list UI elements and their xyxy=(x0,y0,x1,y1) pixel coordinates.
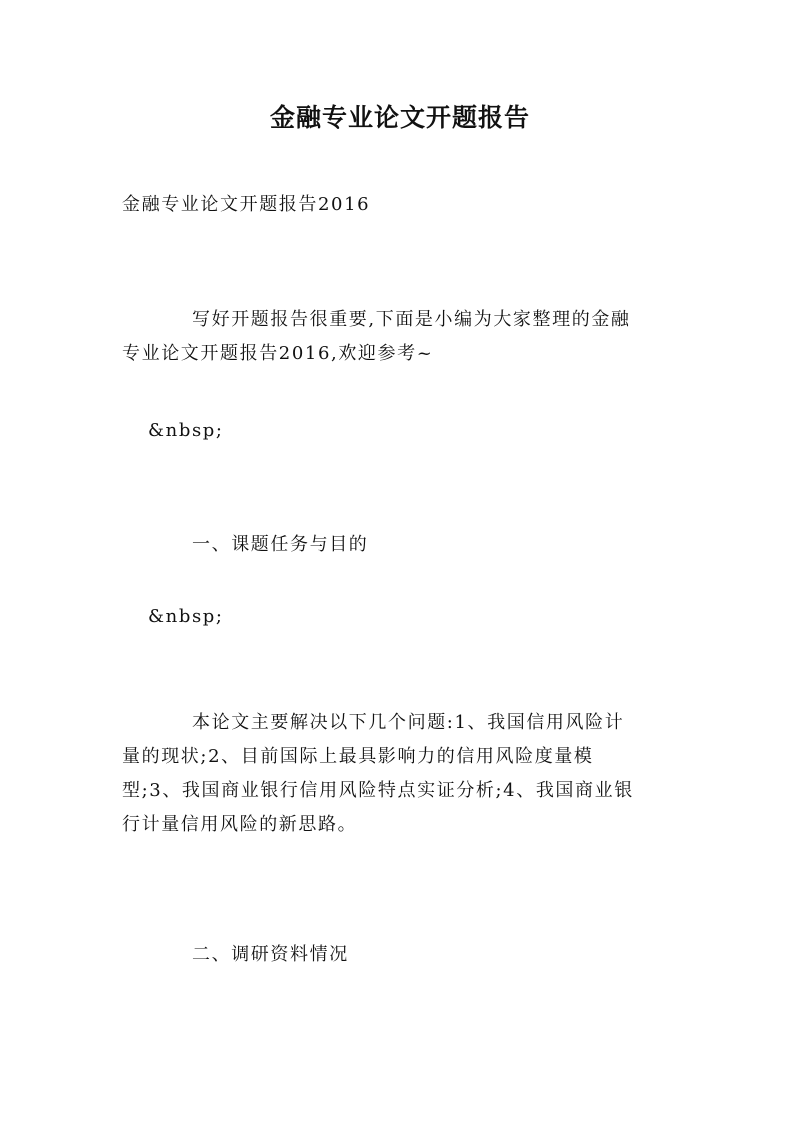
intro-line-2: 专业论文开题报告2016,欢迎参考~ xyxy=(122,343,434,364)
section-1-line-1: 本论文主要解决以下几个问题:1、我国信用风险计 xyxy=(192,712,625,733)
section-2-heading: 二、调研资料情况 xyxy=(192,944,349,965)
section-1-line-4: 行计量信用风险的新思路。 xyxy=(122,814,358,835)
nbsp-text-2: &nbsp; xyxy=(148,606,224,627)
section-1-heading: 一、课题任务与目的 xyxy=(192,534,369,555)
intro-line-1: 写好开题报告很重要,下面是小编为大家整理的金融 xyxy=(192,309,631,330)
section-1-line-2: 量的现状;2、目前国际上最具影响力的信用风险度量模 xyxy=(122,746,594,767)
document-title: 金融专业论文开题报告 xyxy=(269,103,530,132)
document-subtitle: 金融专业论文开题报告2016 xyxy=(122,194,371,215)
section-1-paragraph xyxy=(122,706,682,842)
nbsp-text-1: &nbsp; xyxy=(148,420,224,441)
intro-paragraph xyxy=(122,303,682,371)
section-1-line-3: 型;3、我国商业银行信用风险特点实证分析;4、我国商业银 xyxy=(122,780,634,801)
